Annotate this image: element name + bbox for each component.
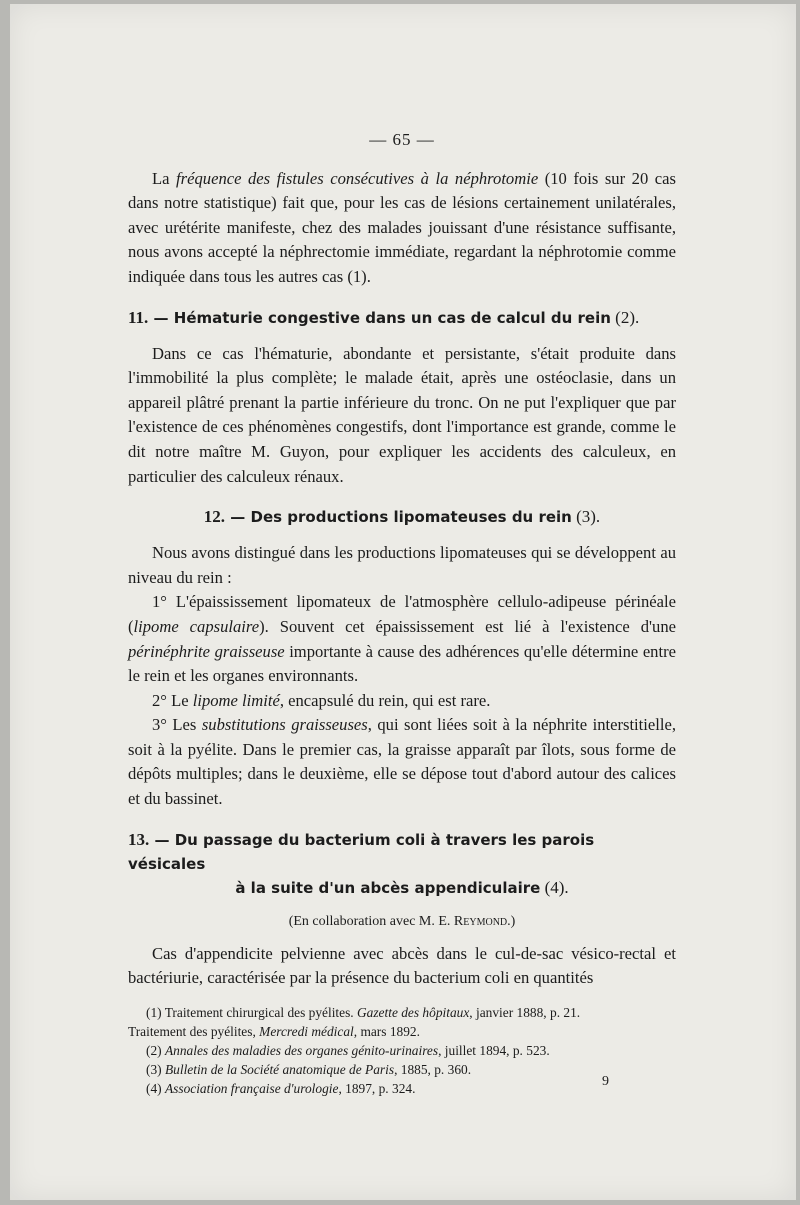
footnote-2-date: , juillet 1894, p. 523. <box>438 1042 550 1058</box>
intro-text-rest: (10 fois sur 20 cas dans notre statistique) fait que, pour les cas de lésions certainement unilatérales, avec urétérite manifeste, chez des malades jouissant d'une résistance suffisante, nous avons accepté la néphrectomie immédiate, regardant la néphrotomie comme indiquée dans tous les autres cas (1). <box>128 168 676 286</box>
item-2-text: 2° Le <box>152 690 193 710</box>
collab-name: Reymond <box>453 913 508 929</box>
section-12-item-1 <box>128 590 676 688</box>
footnote-1b-text: Traitement des pyélites, <box>128 1023 260 1039</box>
section-12-item-3 <box>128 713 676 811</box>
collaboration-note <box>128 912 676 932</box>
item-1-text-3: importante à cause des adhérences qu'elle détermine entre le rein et les organes environnants. <box>128 641 676 686</box>
section-11-title: Hématurie congestive dans un cas de calcul du rein <box>173 308 611 327</box>
item-3-text: 3° Les <box>152 715 202 735</box>
item-3-italic: substitutions graisseuses <box>201 715 368 735</box>
footnote-3-journal: Bulletin de la Société anatomique de Paris <box>164 1061 395 1077</box>
item-2-italic: lipome limité <box>192 690 280 710</box>
collab-text-end: .) <box>507 913 516 929</box>
section-12-heading <box>128 505 676 529</box>
section-13-body: Cas d'appendicite pelvienne avec abcès dans le cul-de-sac vésico-rectal et bactériurie, caractérisée par la présence du bacterium coli en quantités <box>128 943 676 988</box>
footnote-1b-journal: Mercredi médical <box>259 1023 354 1039</box>
section-12-title: Des productions lipomateuses du rein <box>250 508 572 527</box>
footnote-4-date: , 1897, p. 324. <box>338 1080 416 1096</box>
footnote-1-continued <box>128 1022 676 1041</box>
section-13-number: 13. <box>128 829 150 849</box>
signature-mark: 9 <box>602 1074 609 1089</box>
footnote-3-date: , 1885, p. 360. <box>394 1061 472 1077</box>
footnote-4-journal: Association française d'urologie <box>164 1080 339 1096</box>
footnote-1-journal: Gazette des hôpitaux <box>356 1004 470 1020</box>
footnote-1-text: (1) Traitement chirurgical des pyélites. <box>146 1004 357 1020</box>
footnotes <box>128 1003 676 1098</box>
section-11-number: 11. <box>128 307 149 327</box>
footnote-4 <box>128 1079 676 1098</box>
intro-text: La <box>152 168 177 188</box>
item-2-text-2: , encapsulé du rein, qui est rare. <box>279 690 491 710</box>
section-11-ref: (2). <box>610 307 640 327</box>
item-1-italic-2: périnéphrite graisseuse <box>128 641 285 661</box>
section-12-intro: Nous avons distingué dans les productions lipomateuses qui se développent au niveau du rein : <box>128 543 676 587</box>
section-12-dash: — <box>225 508 251 527</box>
section-13-title-line-2: à la suite d'un abcès appendiculaire <box>235 878 541 897</box>
item-1-text-2: ). Souvent cet épaississement est lié à l'existence d'une <box>259 616 676 636</box>
page-number: — 65 — <box>369 130 435 149</box>
footnote-1 <box>128 1003 676 1022</box>
footnote-1-date: , janvier 1888, p. 21. <box>469 1004 581 1020</box>
section-11-heading <box>128 306 676 330</box>
document-page <box>10 4 796 1200</box>
intro-paragraph <box>128 167 676 290</box>
section-12-number: 12. <box>203 507 226 527</box>
item-1-italic: lipome capsulaire <box>133 616 260 636</box>
section-13-heading <box>128 828 676 876</box>
footnote-2-num: (2) <box>146 1042 165 1058</box>
footnote-2 <box>128 1041 676 1060</box>
footnote-1b-date: , mars 1892. <box>353 1023 420 1039</box>
footnote-2-journal: Annales des maladies des organes génito-urinaires <box>164 1042 439 1058</box>
section-11-body: Dans ce cas l'hématurie, abondante et persistante, s'était produite dans l'immobilité la plus complète; le malade était, après une ostéoclasie, dans un appareil plâtré prenant la partie inférieure du tronc. On ne put l'expliquer que par l'existence de ces phénomènes congestifs, dont l'importance est grande, comme le dit notre maître M. Guyon, pour expliquer les accidents des calculeux, en particulier des calculeux rénaux. <box>128 343 676 486</box>
footnote-3-num: (3) <box>146 1061 165 1077</box>
section-13-heading-line-2 <box>128 876 676 900</box>
intro-italic: fréquence des fistules consécutives à la néphrotomie <box>176 168 539 188</box>
page-content <box>128 128 676 1098</box>
section-12-ref: (3). <box>571 507 601 527</box>
footnote-3 <box>128 1060 676 1079</box>
footnote-4-num: (4) <box>146 1080 165 1096</box>
collab-text: (En collaboration avec M. E. <box>288 913 454 929</box>
section-13-title-line-1: Du passage du bacterium coli à travers les parois vésicales <box>128 830 595 873</box>
section-13-ref: (4). <box>540 877 569 897</box>
section-13-dash: — <box>149 830 175 849</box>
section-11-dash: — <box>148 308 174 327</box>
item-3-text-2: , qui sont liées soit à la néphrite interstitielle, soit à la pyélite. Dans le premier cas, la graisse apparaît par îlots, sous forme de dépôts multiples; dans le deuxième, elle se dépose tout d'abord autour des calices et du bassinet. <box>128 715 676 809</box>
item-1-text: 1° L'épaississement lipomateux de l'atmosphère cellulo-adipeuse périnéale ( <box>128 592 676 636</box>
section-12-item-2 <box>128 689 676 714</box>
